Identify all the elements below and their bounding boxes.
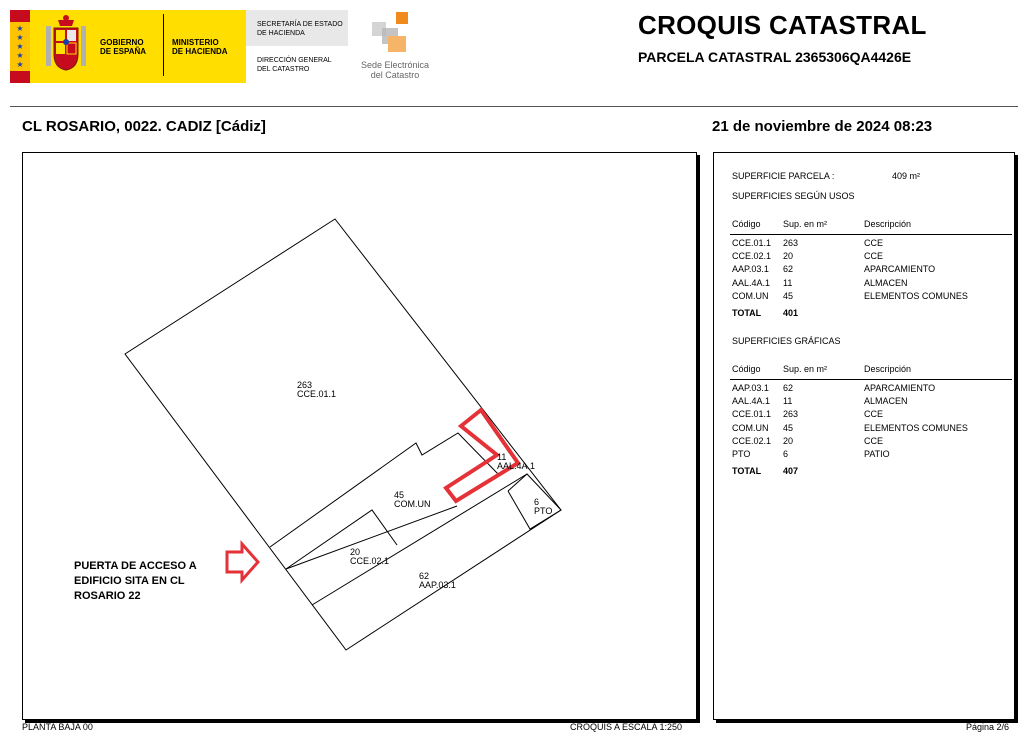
floor-label: PLANTA BAJA 00 — [22, 722, 93, 732]
sede-label: Sede Electrónica del Catastro — [360, 60, 430, 80]
direccion-label: DIRECCIÓN GENERAL DEL CATASTRO — [257, 57, 332, 73]
unit-area: 62 — [419, 571, 430, 581]
unit-code: CCE.01.1 — [297, 389, 337, 399]
unit-area: 45 — [394, 490, 405, 500]
wall-line — [270, 433, 500, 547]
ministerio-label: MINISTERIO DE HACIENDA — [172, 38, 228, 56]
unit-code: AAL.4A.1 — [497, 461, 536, 471]
unit-code: CCE.02.1 — [350, 556, 390, 566]
spain-flag — [10, 10, 30, 83]
unit-code: COM.UN — [394, 499, 431, 509]
page-title: CROQUIS CATASTRAL — [638, 10, 927, 40]
unit-code: PTO — [534, 506, 553, 516]
page-number: Página 2/6 — [966, 722, 1010, 732]
superficie-parcela-label: SUPERFICIE PARCELA : — [732, 171, 835, 181]
scale-label: CROQUIS A ESCALA 1:250 — [570, 722, 683, 732]
storage-highlight — [446, 410, 518, 501]
graficas-section-title: SUPERFICIES GRÁFICAS — [732, 336, 841, 346]
header-divider — [10, 106, 1018, 107]
unit-area: 263 — [297, 380, 313, 390]
document-date: 21 de noviembre de 2024 08:23 — [712, 118, 933, 135]
usos-section-title: SUPERFICIES SEGÚN USOS — [732, 191, 855, 201]
eu-stars-icon: ★ ★ ★ ★ ★ — [16, 24, 24, 69]
sede-catastro-logo-icon — [372, 12, 418, 54]
parcel-address: CL ROSARIO, 0022. CADIZ [Cádiz] — [22, 118, 266, 135]
unit-area: 20 — [350, 547, 361, 557]
parcel-reference: PARCELA CATASTRAL 2365306QA4426E — [638, 49, 912, 65]
unit-area: 11 — [497, 452, 507, 462]
gobierno-label: GOBIERNO DE ESPAÑA — [100, 38, 147, 56]
table-rule — [730, 234, 1012, 235]
unit-code: AAP.03.1 — [419, 580, 456, 590]
floor-plan-drawing — [22, 152, 697, 720]
unit-area: 6 — [534, 497, 540, 507]
table-rule — [730, 379, 1012, 380]
secretaria-label: SECRETARÍA DE ESTADO DE HACIENDA — [257, 21, 343, 37]
entrance-arrow-icon — [227, 544, 258, 580]
coat-of-arms-icon — [42, 14, 90, 76]
entrance-annotation: PUERTA DE ACCESO A EDIFICIO SITA EN CL ROSARIO 22 — [74, 560, 197, 602]
divider — [163, 14, 164, 76]
superficie-parcela-value: 409 m² — [892, 171, 921, 181]
